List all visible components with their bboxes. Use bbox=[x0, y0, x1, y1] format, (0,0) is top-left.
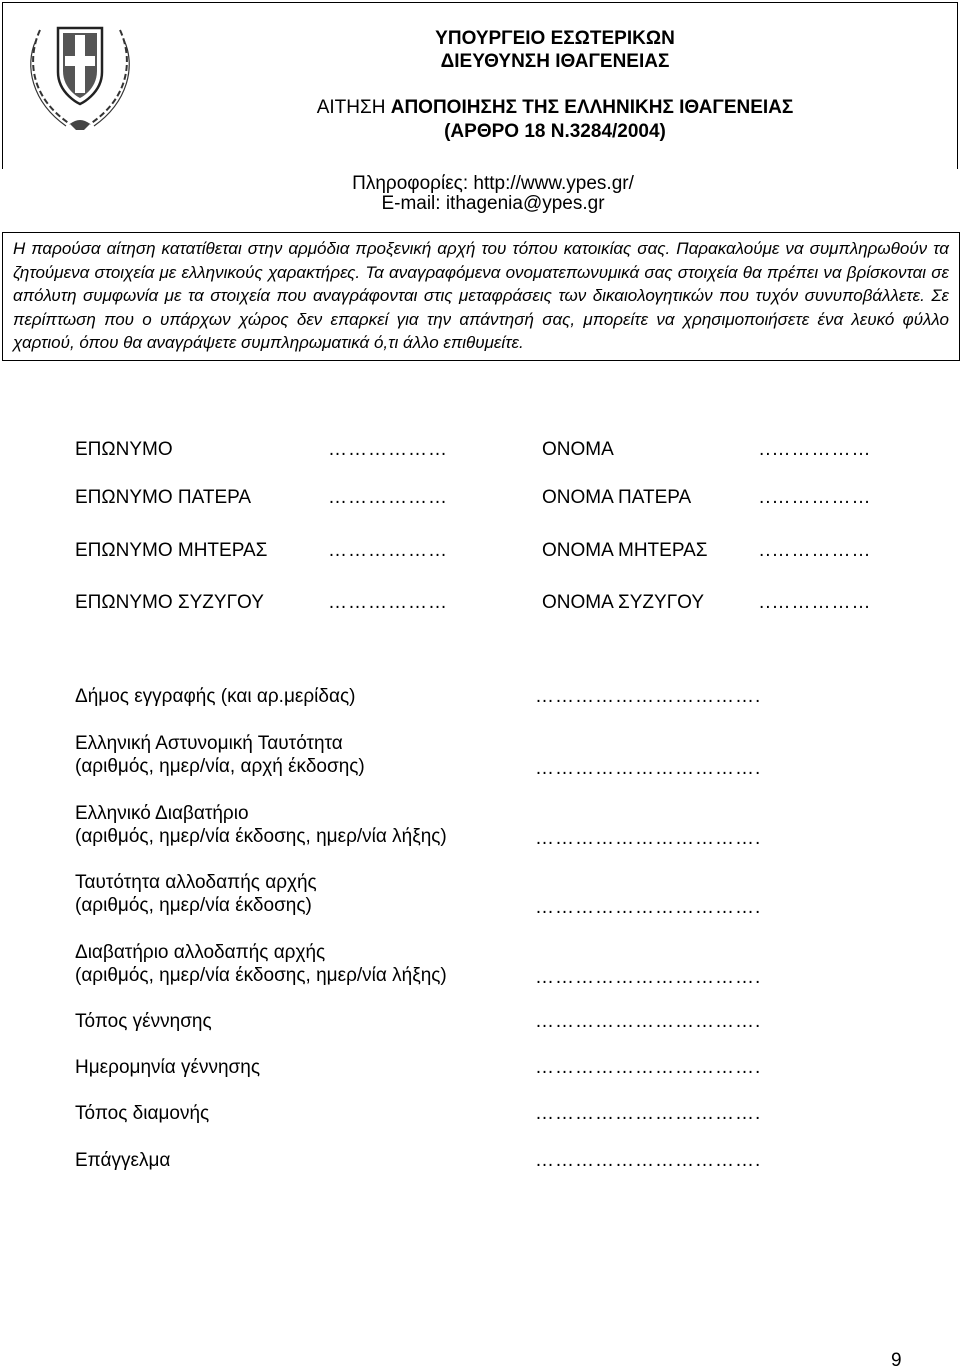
spouse-surname-label: ΕΠΩΝΥΜΟ ΣΥΖΥΓΟΥ bbox=[75, 592, 264, 613]
father-name-label: ΟΝΟΜΑ ΠΑΤΕΡΑ bbox=[542, 487, 692, 508]
birthplace-field[interactable]: ……………………………. bbox=[535, 1011, 762, 1032]
residence-field[interactable]: ……………………………. bbox=[535, 1103, 762, 1124]
form-title bbox=[270, 97, 840, 119]
birthdate-field[interactable]: ……………………………. bbox=[535, 1057, 762, 1078]
greek-coat-of-arms-icon bbox=[18, 6, 142, 134]
mother-name-field[interactable]: ..…………… bbox=[759, 540, 872, 561]
foreign-passport-label: Διαβατήριο αλλοδαπής αρχής bbox=[75, 942, 326, 963]
occupation-label: Επάγγελμα bbox=[75, 1150, 171, 1171]
police-id-label: Ελληνική Αστυνομική Ταυτότητα bbox=[75, 733, 343, 754]
greek-passport-field[interactable]: ……………………………. bbox=[535, 828, 762, 849]
foreign-passport-field[interactable]: ……………………………. bbox=[535, 967, 762, 988]
spouse-name-label: ΟΝΟΜΑ ΣΥΖΥΓΟΥ bbox=[542, 592, 705, 613]
residence-label: Τόπος διαμονής bbox=[75, 1103, 210, 1124]
foreign-id-field[interactable]: ……………………………. bbox=[535, 897, 762, 918]
mother-surname-label: ΕΠΩΝΥΜΟ ΜΗΤΕΡΑΣ bbox=[75, 540, 268, 561]
notice-text: Η παρούσα αίτηση κατατίθεται στην αρμόδια προξενική αρχή του τόπου κατοικίας σας. Παρακαλούμε να συμπληρωθούν τα ζητούμενα στοιχεία με ελληνικούς χαρακτήρες. Τα αναγραφόμενα ονοματεπωνυμικά σας στοιχεία θα πρέπει να βρίσκονται σε απόλυτη συμφωνία με τα στοιχεία που αναγράφονται στις μεταφράσεις των δικαιολογητικών που τυχόν συνυποβάλλετε. Σε περίπτωση που ο υπάρχων χώρος δεν επαρκεί για την απάντησή σας, μπορείτε να χρησιμοποιήσετε ένα λευκό φύλλο χαρτιού, όπου θα αναγράψετε συμπληρωματικά ό,τι άλλο επιθυμείτε. bbox=[13, 239, 949, 352]
foreign-passport-hint: (αριθμός, ημερ/νία έκδοσης, ημερ/νία λήξης) bbox=[75, 965, 447, 986]
detail-row bbox=[75, 942, 935, 988]
foreign-id-hint: (αριθμός, ημερ/νία έκδοσης) bbox=[75, 895, 312, 916]
spouse-name-field[interactable]: ..…………… bbox=[759, 592, 872, 613]
ministry-name: ΥΠΟΥΡΓΕΙΟ ΕΣΩΤΕΡΙΚΩΝ bbox=[435, 28, 675, 49]
detail-row bbox=[75, 872, 935, 918]
page-number: 9 bbox=[891, 1350, 902, 1371]
foreign-id-label: Ταυτότητα αλλοδαπής αρχής bbox=[75, 872, 317, 893]
mother-name-label: ΟΝΟΜΑ ΜΗΤΕΡΑΣ bbox=[542, 540, 708, 561]
police-id-hint: (αριθμός, ημερ/νία, αρχή έκδοσης) bbox=[75, 756, 365, 777]
municipality-field[interactable]: ……………………………. bbox=[535, 686, 762, 707]
greek-passport-hint: (αριθμός, ημερ/νία έκδοσης, ημερ/νία λήξης) bbox=[75, 826, 447, 847]
first-name-field[interactable]: ..…………… bbox=[759, 439, 872, 460]
municipality-label: Δήμος εγγραφής (και αρ.μερίδας) bbox=[75, 686, 356, 707]
mother-surname-field[interactable]: ……………… bbox=[328, 540, 448, 561]
info-url: Πληροφορίες: http://www.ypes.gr/ bbox=[352, 173, 634, 194]
form-title-main: ΑΠΟΠΟΙΗΣΗΣ ΤΗΣ ΕΛΛΗΝΙΚΗΣ ΙΘΑΓΕΝΕΙΑΣ bbox=[390, 97, 794, 118]
contact-email: E-mail: ithagenia@ypes.gr bbox=[381, 193, 605, 214]
father-surname-label: ΕΠΩΝΥΜΟ ΠΑΤΕΡΑ bbox=[75, 487, 252, 508]
occupation-field[interactable]: ……………………………. bbox=[535, 1150, 762, 1171]
surname-label: ΕΠΩΝΥΜΟ bbox=[75, 439, 173, 460]
directorate-name: ΔΙΕΥΘΥΝΣΗ ΙΘΑΓΕΝΕΙΑΣ bbox=[440, 51, 670, 72]
detail-row bbox=[75, 733, 935, 779]
spouse-surname-field[interactable]: ……………… bbox=[328, 592, 448, 613]
surname-field[interactable]: ……………… bbox=[328, 439, 448, 460]
father-surname-field[interactable]: ……………… bbox=[328, 487, 448, 508]
article-reference: (ΑΡΘΡΟ 18 Ν.3284/2004) bbox=[444, 121, 666, 142]
greek-passport-label: Ελληνικό Διαβατήριο bbox=[75, 803, 249, 824]
birthdate-label: Ημερομηνία γέννησης bbox=[75, 1057, 260, 1078]
form-title-prefix: ΑΙΤΗΣΗ bbox=[316, 97, 391, 118]
police-id-field[interactable]: ……………………………. bbox=[535, 758, 762, 779]
detail-row bbox=[75, 803, 935, 849]
notice-box bbox=[2, 232, 960, 361]
father-name-field[interactable]: ..…………… bbox=[759, 487, 872, 508]
first-name-label: ΟΝΟΜΑ bbox=[542, 439, 614, 460]
birthplace-label: Τόπος γέννησης bbox=[75, 1011, 212, 1032]
